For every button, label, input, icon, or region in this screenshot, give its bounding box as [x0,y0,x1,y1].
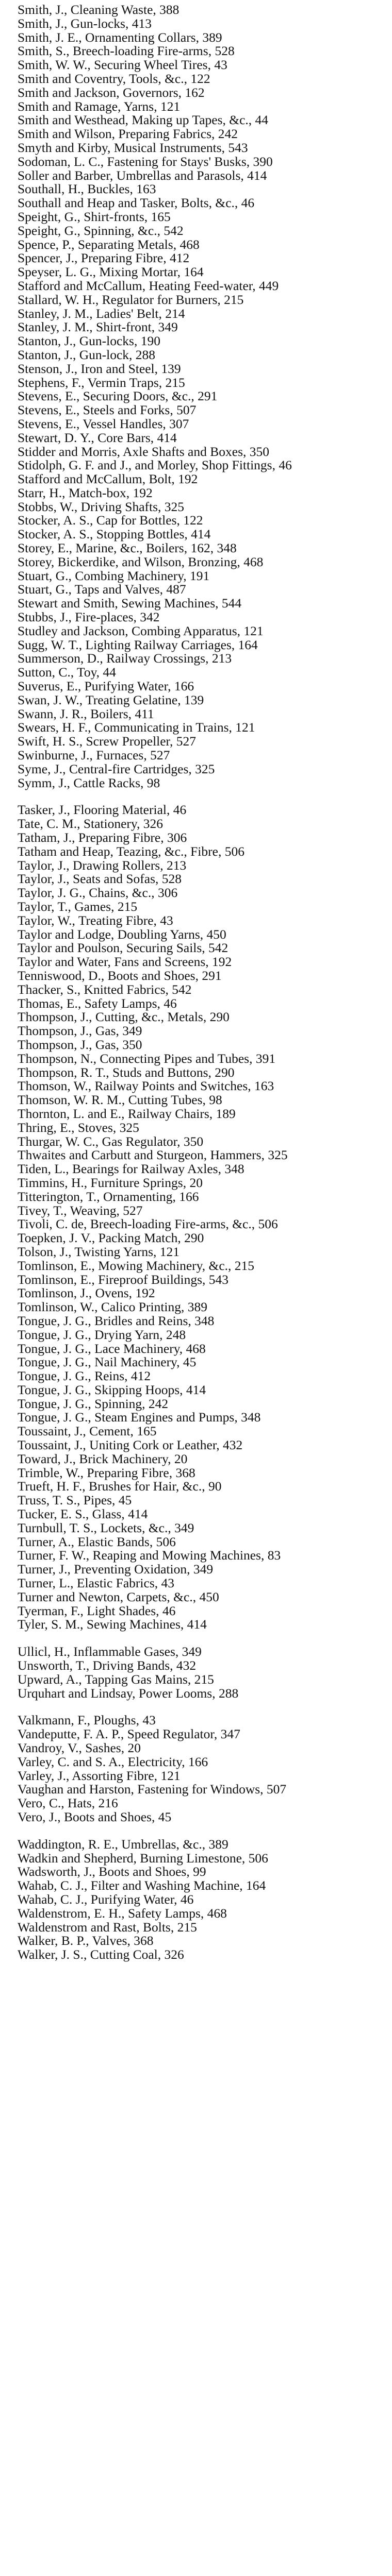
index-entry: Spencer, J., Preparing Fibre, 412 [18,250,190,266]
index-entry: Waldenstrom, E. H., Safety Lamps, 468 [18,1905,227,1921]
index-entry: Turner, F. W., Reaping and Mowing Machines, 83 [18,1548,281,1563]
index-entry: Upward, A., Tapping Gas Mains, 215 [18,1671,214,1687]
index-entry: Walker, J. S., Cutting Coal, 326 [18,1947,184,1962]
index-entry: Stanton, J., Gun-locks, 190 [18,333,160,349]
letter-section-gap [18,1632,382,1645]
index-entry: Spence, P., Separating Metals, 468 [18,236,200,252]
index-entry: Tenniswood, D., Boots and Shoes, 291 [18,968,222,983]
index-entry: Turner and Newton, Carpets, &c., 450 [18,1589,219,1604]
index-entry: Thomas, E., Safety Lamps, 46 [18,995,177,1011]
index-entry: Stewart, D. Y., Core Bars, 414 [18,430,177,445]
index-entry: Tyerman, F., Light Shades, 46 [18,1603,176,1618]
index-entry: Thompson, J., Cutting, &c., Metals, 290 [18,1009,230,1025]
index-entry: Smith and Wilson, Preparing Fabrics, 242 [18,126,238,142]
index-entry: Stanley, J. M., Shirt-front, 349 [18,319,178,335]
index-entry: Wadkin and Shepherd, Burning Limestone, 506 [18,1850,268,1866]
index-entry: Stocker, A. S., Cap for Bottles, 122 [18,513,203,528]
index-entry: Tomlinson, W., Calico Printing, 389 [18,1299,207,1315]
index-entry: Tatham and Heap, Teazing, &c., Fibre, 506 [18,843,244,859]
index-entry: Tivoli, C. de, Breech-loading Fire-arms, &c., 506 [18,1216,278,1232]
letter-section [18,3,382,790]
index-entry: Trueft, H. F., Brushes for Hair, &c., 90 [18,1479,222,1494]
index-entry: Swinburne, J., Furnaces, 527 [18,748,170,763]
index-entry: Thompson, J., Gas, 350 [18,1037,142,1052]
index-entry: Tongue, J. G., Steam Engines and Pumps, 348 [18,1410,261,1425]
index-entry: Taylor and Poulson, Securing Sails, 542 [18,940,228,956]
index-page [18,3,382,1962]
index-entry: Stenson, J., Iron and Steel, 139 [18,361,181,376]
index-entry: Taylor, T., Games, 215 [18,899,138,914]
index-entry: Wadsworth, J., Boots and Shoes, 99 [18,1864,206,1879]
index-entry: Stevens, E., Steels and Forks, 507 [18,402,197,418]
index-entry: Stubbs, J., Fire-places, 342 [18,609,160,625]
index-entry: Stobbs, W., Driving Shafts, 325 [18,499,185,514]
index-entry: Suverus, E., Purifying Water, 166 [18,679,194,694]
index-entry: Taylor and Water, Fans and Screens, 192 [18,954,232,970]
index-entry: Thring, E., Stoves, 325 [18,1120,139,1135]
index-entry: Studley and Jackson, Combing Apparatus, 121 [18,623,264,638]
index-entry: Tolson, J., Twisting Yarns, 121 [18,1244,180,1259]
index-entry: Toussaint, J., Uniting Cork or Leather, 432 [18,1437,243,1453]
index-entry: Sutton, C., Toy, 44 [18,665,116,680]
index-entry: Stidder and Morris, Axle Shafts and Boxes, 350 [18,444,269,459]
index-entry: Stuart, G., Combing Machinery, 191 [18,568,210,583]
index-entry: Vero, C., Hats, 216 [18,1795,118,1811]
index-entry: Turner, J., Preventing Oxidation, 349 [18,1562,214,1577]
letter-section [18,1714,382,1824]
index-entry: Varley, J., Assorting Fibre, 121 [18,1768,181,1783]
index-entry: Stanton, J., Gun-lock, 288 [18,347,156,362]
index-entry: Smith and Coventry, Tools, &c., 122 [18,71,210,86]
index-entry: Taylor, J., Drawing Rollers, 213 [18,857,187,873]
letter-section [18,1838,382,1962]
index-entry: Smith, J., Gun-locks, 413 [18,15,152,31]
index-entry: Tasker, J., Flooring Material, 46 [18,802,187,818]
index-entry: Stafford and McCallum, Bolt, 192 [18,471,198,487]
index-entry: Vandeputte, F. A. P., Speed Regulator, 347 [18,1726,240,1742]
index-entry: Speight, G., Shirt-fronts, 165 [18,209,171,224]
index-entry: Swan, J. W., Treating Gelatine, 139 [18,692,204,707]
letter-section-gap [18,790,382,803]
index-entry: Toepken, J. V., Packing Match, 290 [18,1230,204,1246]
index-entry: Stocker, A. S., Stopping Bottles, 414 [18,527,211,542]
index-entry: Tatham, J., Preparing Fibre, 306 [18,830,187,845]
index-entry: Tomlinson, E., Mowing Machinery, &c., 215 [18,1258,255,1273]
letter-section-gap [18,1824,382,1838]
index-entry: Symm, J., Cattle Racks, 98 [18,775,160,790]
index-entry: Truss, T. S., Pipes, 45 [18,1493,132,1508]
index-entry: Tucker, E. S., Glass, 414 [18,1506,148,1522]
index-entry: Swears, H. F., Communicating in Trains, 121 [18,720,255,735]
index-entry: Smith and Westhead, Making up Tapes, &c., 44 [18,112,269,128]
index-entry: Summerson, D., Railway Crossings, 213 [18,651,232,666]
index-entry: Starr, H., Match-box, 192 [18,485,153,500]
index-entry: Smyth and Kirby, Musical Instruments, 543 [18,140,248,155]
index-entry: Wahab, C. J., Purifying Water, 46 [18,1891,194,1907]
index-entry: Ullicl, H., Inflammable Gases, 349 [18,1644,202,1659]
index-entry: Smith, W. W., Securing Wheel Tires, 43 [18,57,227,73]
index-entry: Stevens, E., Securing Doors, &c., 291 [18,388,218,404]
index-entry: Storey, Bickerdike, and Wilson, Bronzing, 468 [18,554,264,569]
index-entry: Smith and Ramage, Yarns, 121 [18,98,181,114]
index-entry: Waldenstrom and Rast, Bolts, 215 [18,1919,197,1935]
index-entry: Thwaites and Carbutt and Sturgeon, Hammers, 325 [18,1147,288,1163]
index-entry: Turner, A., Elastic Bands, 506 [18,1534,176,1549]
index-entry: Tyler, S. M., Sewing Machines, 414 [18,1617,207,1632]
index-entry: Sugg, W. T., Lighting Railway Carriages, 164 [18,637,258,652]
index-entry: Turnbull, T. S., Lockets, &c., 349 [18,1520,194,1535]
index-entry: Stafford and McCallum, Heating Feed-water, 449 [18,278,279,293]
index-entry: Southall and Heap and Tasker, Bolts, &c., 46 [18,195,255,211]
index-entry: Thompson, R. T., Studs and Buttons, 290 [18,1064,235,1080]
index-entry: Toussaint, J., Cement, 165 [18,1423,157,1439]
index-entry: Thompson, N., Connecting Pipes and Tubes, 391 [18,1050,276,1066]
index-entry: Swann, J. R., Boilers, 411 [18,706,154,721]
index-entry: Tomlinson, E., Fireproof Buildings, 543 [18,1272,229,1287]
index-entry: Smith, S., Breech-loading Fire-arms, 528 [18,43,235,59]
index-entry: Sodoman, L. C., Fastening for Stays' Busks, 390 [18,154,273,169]
letter-section [18,1645,382,1700]
index-entry: Vaughan and Harston, Fastening for Windows, 507 [18,1782,287,1797]
letter-section-gap [18,1700,382,1714]
index-entry: Thomson, W., Railway Points and Switches, 163 [18,1078,274,1094]
index-entry: Urquhart and Lindsay, Power Looms, 288 [18,1685,239,1701]
index-entry: Tongue, J. G., Bridles and Reins, 348 [18,1313,215,1328]
index-entry: Unsworth, T., Driving Bands, 432 [18,1658,197,1673]
index-entry: Thomson, W. R. M., Cutting Tubes, 98 [18,1092,222,1108]
index-entry: Walker, B. P., Valves, 368 [18,1933,154,1948]
index-entry: Stevens, E., Vessel Handles, 307 [18,416,189,431]
index-entry: Taylor, J., Seats and Sofas, 528 [18,871,182,887]
index-entry: Thompson, J., Gas, 349 [18,1023,142,1039]
index-entry: Tivey, T., Weaving, 527 [18,1202,143,1218]
index-entry: Taylor, J. G., Chains, &c., 306 [18,885,178,901]
index-entry: Swift, H. S., Screw Propeller, 527 [18,734,197,749]
index-entry: Tongue, J. G., Spinning, 242 [18,1396,169,1411]
index-entry: Thurgar, W. C., Gas Regulator, 350 [18,1133,204,1149]
index-entry: Tate, C. M., Stationery, 326 [18,816,163,832]
index-entry: Taylor and Lodge, Doubling Yarns, 450 [18,926,226,942]
index-entry: Toward, J., Brick Machinery, 20 [18,1451,188,1466]
index-entry: Valkmann, F., Ploughs, 43 [18,1713,156,1728]
index-entry: Speight, G., Spinning, &c., 542 [18,223,184,238]
index-entry: Stidolph, G. F. and J., and Morley, Shop Fittings, 46 [18,457,292,473]
index-entry: Tongue, J. G., Nail Machinery, 45 [18,1354,197,1370]
index-entry: Stewart and Smith, Sewing Machines, 544 [18,596,242,611]
index-entry: Tongue, J. G., Skipping Hoops, 414 [18,1382,206,1397]
index-entry: Vero, J., Boots and Shoes, 45 [18,1809,172,1824]
index-entry: Wahab, C. J., Filter and Washing Machine, 164 [18,1878,266,1893]
index-entry: Stuart, G., Taps and Valves, 487 [18,582,186,597]
index-entry: Tongue, J. G., Drying Yarn, 248 [18,1327,186,1342]
index-groups [18,3,382,1962]
index-entry: Smith, J., Cleaning Waste, 388 [18,2,179,17]
index-entry: Tongue, J. G., Reins, 412 [18,1368,151,1384]
index-entry: Tiden, L., Bearings for Railway Axles, 348 [18,1161,244,1177]
index-entry: Syme, J., Central-fire Cartridges, 325 [18,761,215,776]
letter-section [18,803,382,1632]
index-entry: Trimble, W., Preparing Fibre, 368 [18,1465,195,1480]
index-entry: Smith and Jackson, Governors, 162 [18,84,205,100]
index-entry: Storey, E., Marine, &c., Boilers, 162, 348 [18,540,237,556]
index-entry: Tongue, J. G., Lace Machinery, 468 [18,1341,206,1356]
index-entry: Vandroy, V., Sashes, 20 [18,1740,141,1756]
index-entry: Speyser, L. G., Mixing Mortar, 164 [18,264,204,280]
index-entry: Taylor, W., Treating Fibre, 43 [18,912,173,928]
index-entry: Tomlinson, J., Ovens, 192 [18,1285,155,1301]
index-entry: Thornton, L. and E., Railway Chairs, 189 [18,1106,236,1121]
index-entry: Smith, J. E., Ornamenting Collars, 389 [18,29,222,45]
index-entry: Titterington, T., Ornamenting, 166 [18,1189,199,1204]
index-entry: Stanley, J. M., Ladies' Belt, 214 [18,306,185,321]
index-entry: Thacker, S., Knitted Fabrics, 542 [18,981,192,997]
index-entry: Turner, L., Elastic Fabrics, 43 [18,1575,174,1591]
index-entry: Varley, C. and S. A., Electricity, 166 [18,1754,208,1769]
index-entry: Waddington, R. E., Umbrellas, &c., 389 [18,1836,228,1852]
index-entry: Stephens, F., Vermin Traps, 215 [18,375,185,390]
index-entry: Timmins, H., Furniture Springs, 20 [18,1175,203,1190]
index-entry: Soller and Barber, Umbrellas and Parasols, 414 [18,167,267,183]
index-entry: Southall, H., Buckles, 163 [18,181,156,197]
index-entry: Stallard, W. H., Regulator for Burners, 215 [18,292,244,307]
